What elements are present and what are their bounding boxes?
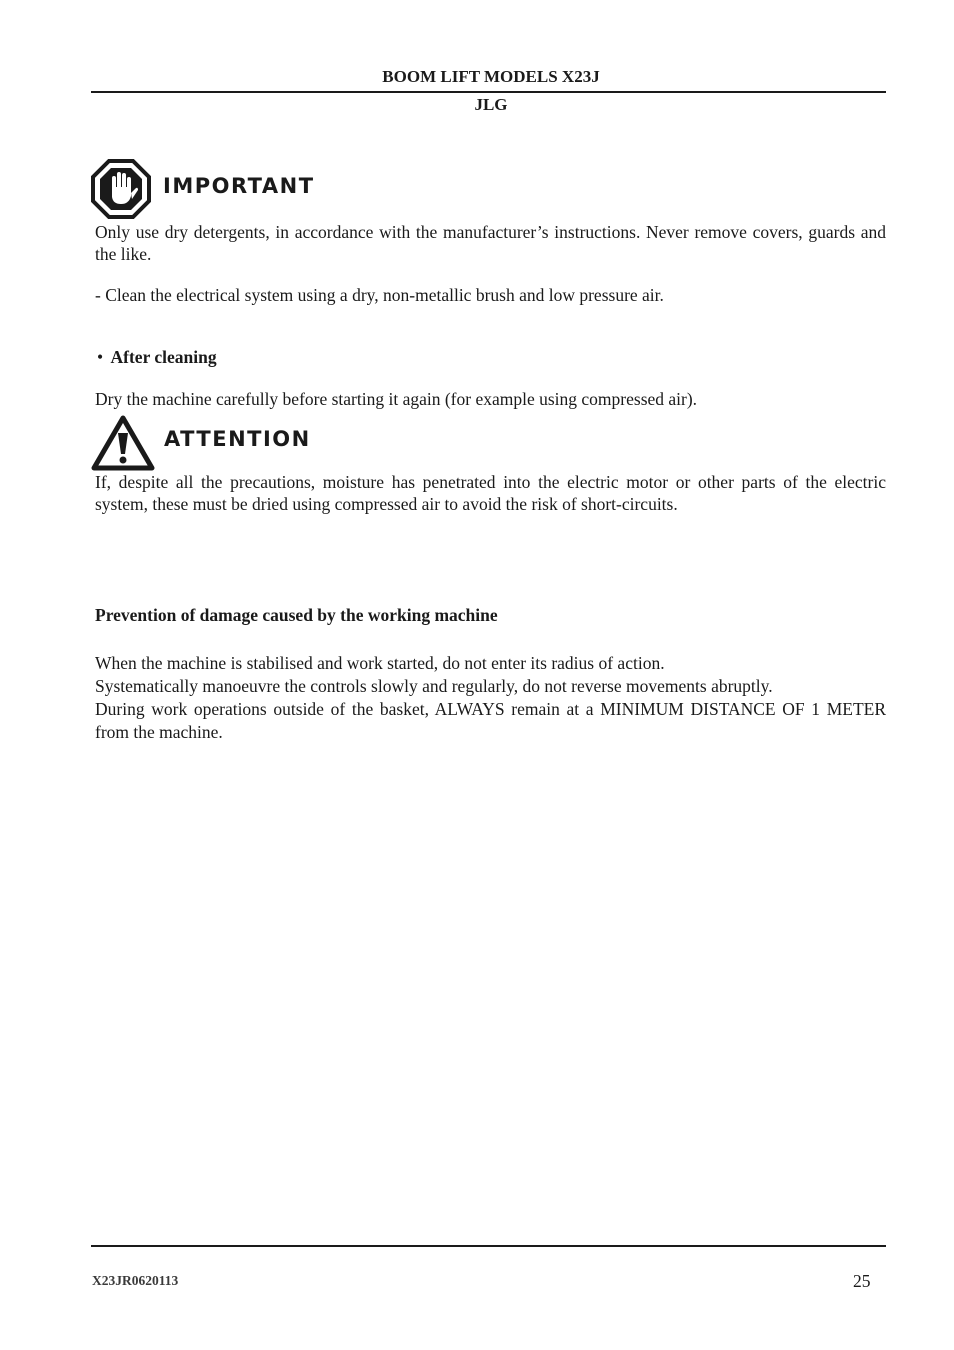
stop-hand-icon: [91, 159, 151, 219]
attention-text: If, despite all the precautions, moisture has penetrated into the electric motor or other parts of the electric system, these must be dried using compressed air to avoid the risk of short-circuits.: [95, 472, 886, 514]
header-title: BOOM LIFT MODELS X23J: [382, 67, 600, 86]
prevention-line: Systematically manoeuvre the controls slowly and regularly, do not reverse movements abruptly.: [95, 676, 773, 696]
prevention-text: [95, 652, 886, 744]
footer-rule: [91, 1245, 886, 1247]
attention-title: ATTENTION: [164, 427, 311, 451]
after-cleaning-text: Dry the machine carefully before starting it again (for example using compressed air).: [95, 389, 698, 409]
important-title: IMPORTANT: [163, 174, 315, 198]
header-brand: JLG: [474, 95, 508, 114]
prevention-line: When the machine is stabilised and work started, do not enter its radius of action.: [95, 653, 665, 673]
bullet: •: [97, 347, 104, 367]
warning-triangle-icon: [91, 415, 155, 471]
prevention-heading: Prevention of damage caused by the working machine: [95, 605, 498, 625]
prevention-line: During work operations outside of the basket, ALWAYS remain at a MINIMUM DISTANCE OF 1 METER from the machine.: [95, 699, 886, 742]
important-text: Only use dry detergents, in accordance with the manufacturer’s instructions. Never remove covers, guards and the like.: [95, 222, 886, 264]
after-cleaning-label: After cleaning: [110, 347, 217, 367]
header-rule: [91, 91, 886, 93]
document-code: X23JR0620113: [92, 1273, 179, 1288]
after-cleaning-heading: [97, 347, 217, 368]
clean-electrical-text: - Clean the electrical system using a dry, non-metallic brush and low pressure air.: [95, 285, 664, 305]
page-number: 25: [853, 1271, 871, 1291]
